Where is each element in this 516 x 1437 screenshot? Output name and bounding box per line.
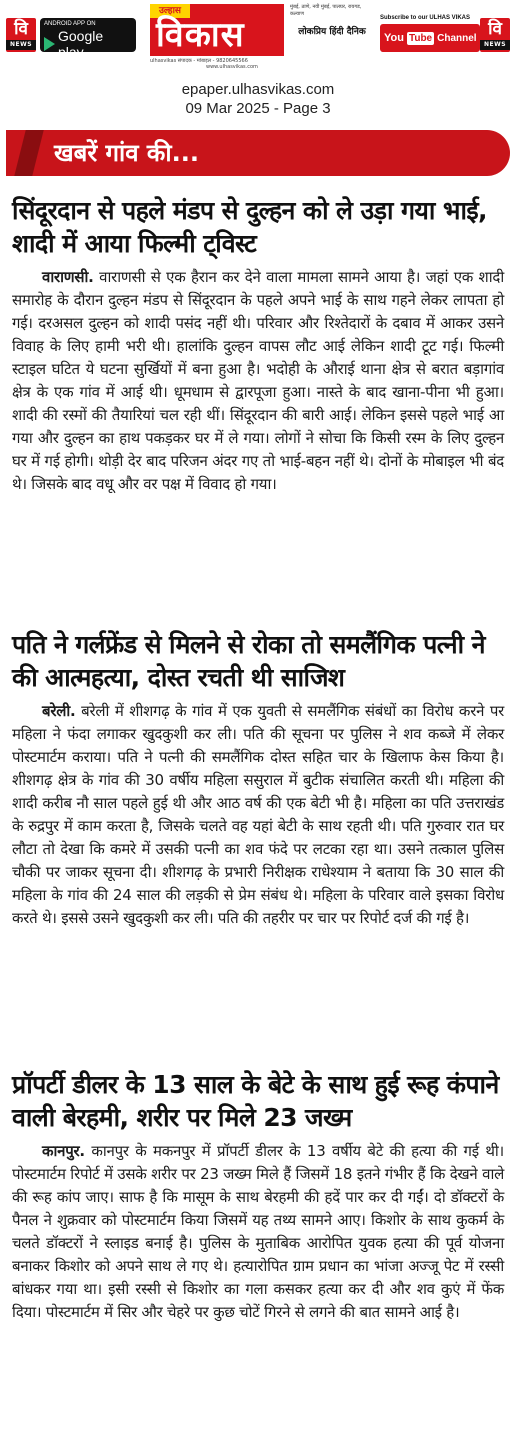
- article-2-body: [12, 700, 504, 930]
- page-info: [0, 80, 516, 118]
- left-badge-label: NEWS: [6, 40, 36, 50]
- google-play-badge[interactable]: [40, 18, 136, 66]
- logo-top-word: उल्हास: [150, 4, 190, 18]
- date-page-label: 09 Mar 2025 - Page 3: [185, 100, 331, 117]
- article-3-dateline: कानपुर.: [42, 1142, 85, 1160]
- google-play-label: Google play: [58, 28, 104, 60]
- right-badge-glyph: वि: [488, 19, 502, 39]
- right-badge-label: NEWS: [480, 40, 510, 50]
- article-2-dateline: बरेली.: [42, 702, 76, 720]
- article-1-body: [12, 266, 504, 496]
- logo-url: www.ulhasvikas.com: [206, 64, 258, 70]
- article-2-text: बरेली में शीशगढ़ के गांव में एक युवती से समलैंगिक संबंधों का विरोध करने पर महिला ने फंदा लगाकर खुदकुशी कर ली। पति की सूचना पर पुलिस ने शव कब्जे में लेकर पोस्टमार्टम कराया। पति ने पत्नी की समलैंगिक दोस्त सहित चार के खिलाफ केस किया है। शीशगढ़ क्षेत्र के गांव की 30 वर्षीय महिला ससुराल में बुटीक संचालित करती थी। महिला की शादी करीब नौ साल पहले हुई थी और आठ वर्ष की एक बेटी भी है। महिला का पति उत्तराखंड के रुद्रपुर में काम करता है, जिसके चलते वह यहां बेटी के साथ रहती थी। पति गुरुवार रात घर लौटा तो देखा कि कमरे में उसकी पत्नी का शव फंदे पर लटका रहा था। उसने तत्काल पुलिस चौकी पर जाकर सूचना दी। शीशगढ़ के प्रभारी निरीक्षक राधेश्याम ने बताया कि 30 साल की महिला के गांव की 24 साल की लड़की से प्रेम संबंध थे। महिला के परिवार वाले इसका विरोध करते थे। इससे उसने खुदकुशी कर ली। पति की तहरीर पर चार पर रिपोर्ट दर्ज की गई है।: [12, 702, 504, 927]
- youtube-button[interactable]: [380, 24, 480, 52]
- article-2: [12, 628, 504, 930]
- right-news-badge: [480, 18, 510, 52]
- google-play-small-text: ANDROID APP ON: [44, 21, 96, 27]
- article-3: [12, 1068, 504, 1324]
- play-store-icon: [44, 37, 55, 51]
- logo-box: [150, 4, 284, 56]
- youtube-channel-badge[interactable]: [380, 14, 480, 54]
- logo-meta: मुंबई, ठाणे, नवी मुंबई, पालघर, रायगड, कल्याण: [290, 4, 362, 17]
- article-1-dateline: वाराणसी.: [42, 268, 94, 286]
- logo-word: विकास: [156, 15, 245, 55]
- article-3-headline: प्रॉपर्टी डीलर के 13 साल के बेटे के साथ हुई रूह कंपाने वाली बेरहमी, शरीर पर मिले 23 जख्म: [12, 1070, 499, 1132]
- logo-tagline: लोकप्रिय हिंदी दैनिक: [298, 27, 366, 37]
- article-3-body: [12, 1140, 504, 1324]
- article-2-headline: पति ने गर्लफ्रेंड से मिलने से रोका तो समलैंगिक पत्नी ने की आत्महत्या, दोस्त रचती थी साजिश: [12, 630, 485, 692]
- youtube-tube-text: Tube: [408, 32, 433, 44]
- section-title: खबरें गांव की...: [54, 139, 199, 167]
- logo-contact-strip: ulhasvikas संपादक - मोबाइल - 9820645566: [150, 58, 248, 64]
- article-1-headline: सिंदूरदान से पहले मंडप से दुल्हन को ले उड़ा गया भाई, शादी में आया फिल्मी ट्विस्ट: [12, 196, 487, 258]
- article-1: [12, 194, 504, 496]
- youtube-channel-text: Channel: [437, 32, 477, 44]
- youtube-you-text: You: [384, 32, 404, 44]
- masthead: [0, 0, 516, 72]
- article-3-text: कानपुर के मकनपुर में प्रॉपर्टी डीलर के 13 वर्षीय बेटे की हत्या की गई थी। पोस्टमार्टम रिपोर्ट में उसके शरीर पर 23 जख्म मिले हैं जिसमें 18 इतने गंभीर हैं कि देखने वाले की रूह कांप जाए। साफ है कि मासूम के साथ बेरहमी की हदें पार कर दी गईं। दो डॉक्टरों के पैनल ने शुक्रवार को पोस्टमार्टम किया जिसमें यह तथ्य सामने आए। किशोर के साथ कुकर्म के चलते डॉक्टरों ने स्लाइड बनाई है। पुलिस के मुताबिक आरोपित युवक हत्या की पूर्व योजना बनाकर किशोर को अपने साथ ले गए थे। हत्यारोपित ग्राम प्रधान का भांजा अज्जू पेट में रस्सी बांधकर गया था। इसी रस्सी से किशोर का गला कसकर हत्या कर दी और शव कुएं में फेंक दिया। पोस्टमार्टम में सिर और चेहरे पर कुछ चोटें गिरने से लगने की बात सामने आई है।: [12, 1142, 504, 1321]
- newspaper-logo: [146, 0, 374, 72]
- google-play-install-text: Install now: [76, 60, 100, 66]
- left-news-badge: [6, 18, 36, 52]
- section-banner: [6, 130, 510, 176]
- article-1-text: वाराणसी से एक हैरान कर देने वाला मामला सामने आया है। जहां एक शादी समारोह के दौरान दुल्हन मंडप से सिंदूरदान के पहले अपने भाई के साथ गहने लेकर लापता हो गई। दरअसल दुल्हन को शादी पसंद नहीं थी। परिवार और रिश्तेदारों के दबाव में आकर उसने विवाह के लिए हामी भरी थी। हालांकि दुल्हन वापस लौट आई लेकिन शादी टूट गई। फिल्मी स्टाइल घटित ये घटना सुर्खियों में बना हुआ है। भदोही के औराई थाना क्षेत्र से बरात बड़ागांव क्षेत्र के एक गांव में आई थी। धूमधाम से द्वारपूजा हुआ। नास्ते के बाद खाना-पीना भी हुआ। शादी की रस्मों की तैयारियां चल रही थीं। सिंदूरदान की बारी आई। लेकिन इससे पहले भाई आ गया और दुल्हन का हाथ पकड़कर घर में ले गया। लोगों ने सोचा कि किसी रस्म के लिए दुल्हन घर में गई होगी। थोड़ी देर बाद परिजन अंदर गए तो भाई-बहन नहीं थे। दोनों के मोबाइल भी बंद थे। जिसके बाद वधू और वर पक्ष में विवाद हो गया।: [12, 268, 504, 493]
- epaper-source[interactable]: epaper.ulhasvikas.com: [181, 81, 335, 98]
- left-badge-glyph: वि: [14, 19, 28, 39]
- youtube-subscribe-text: Subscribe to our ULHAS VIKAS: [380, 15, 471, 21]
